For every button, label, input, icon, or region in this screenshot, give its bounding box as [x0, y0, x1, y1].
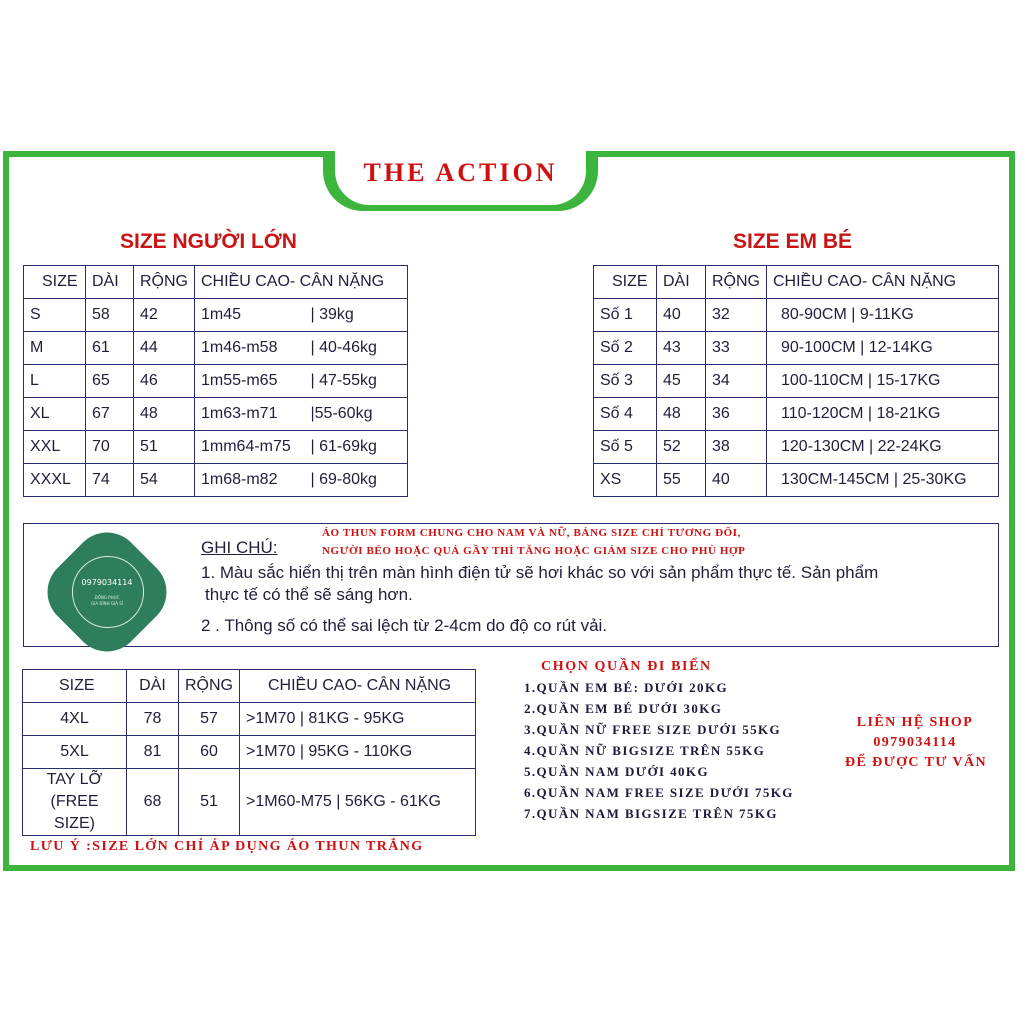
contact-line-1: LIÊN HỆ SHOP — [856, 715, 974, 730]
cell-size: L — [24, 365, 86, 398]
header-height-weight: CHIỀU CAO- CÂN NẶNG — [767, 266, 999, 299]
header-width: RỘNG — [179, 670, 240, 703]
notes-warning-1: ÁO THUN FORM CHUNG CHO NAM VÀ NỮ, BẢNG SIZE CHỈ TƯƠNG ĐỐI, — [322, 527, 742, 539]
adult-heading: SIZE NGƯỜI LỚN — [120, 230, 297, 253]
cell-height-weight: >1M70 | 95KG - 110KG — [240, 736, 476, 769]
header-length: DÀI — [127, 670, 179, 703]
cell-width: 42 — [134, 299, 195, 332]
adult-size-table — [23, 265, 408, 497]
cell-size: S — [24, 299, 86, 332]
notes-line-2: 2 . Thông số có thể sai lệch từ 2-4cm do độ co rút vải. — [201, 616, 608, 635]
cell-size: 4XL — [23, 703, 127, 736]
cell-height-weight: 80-90CM | 9-11KG — [767, 299, 999, 332]
notes-line-1b: thực tế có thể sẽ sáng hơn. — [205, 585, 413, 604]
cell-size: Số 1 — [594, 299, 657, 332]
header-size: SIZE — [23, 670, 127, 703]
cell-height-weight: >1M70 | 81KG - 95KG — [240, 703, 476, 736]
table-row — [594, 365, 999, 398]
cell-height-weight: >1M60-M75 | 56KG - 61KG — [240, 769, 476, 836]
cell-size: TAY LỠ (FREE SIZE) — [23, 769, 127, 836]
cell-width: 51 — [134, 431, 195, 464]
header-length: DÀI — [657, 266, 706, 299]
table-row — [24, 464, 408, 497]
table-row — [23, 736, 476, 769]
cell-width: 44 — [134, 332, 195, 365]
list-item: 6.QUẦN NAM FREE SIZE DƯỚI 75KG — [524, 785, 794, 800]
cell-length: 48 — [657, 398, 706, 431]
cell-height: 1m46-m58 — [195, 332, 305, 365]
cell-length: 61 — [86, 332, 134, 365]
cell-size: M — [24, 332, 86, 365]
table-row — [594, 299, 999, 332]
cell-weight: | 40-46kg — [305, 332, 408, 365]
large-size-footnote: LƯU Ý :SIZE LỚN CHỈ ÁP DỤNG ÁO THUN TRẮNG — [30, 839, 424, 854]
cell-size: XL — [24, 398, 86, 431]
cell-width: 60 — [179, 736, 240, 769]
contact-line-3: ĐỂ ĐƯỢC TƯ VẤN — [844, 755, 988, 770]
cell-length: 81 — [127, 736, 179, 769]
header-size: SIZE — [24, 266, 86, 299]
cell-size: XS — [594, 464, 657, 497]
stamp-sub-1: ĐỒNG PHỤC — [94, 595, 120, 600]
header-width: RỘNG — [134, 266, 195, 299]
list-item: 3.QUẦN NỮ FREE SIZE DƯỚI 55KG — [524, 722, 782, 737]
cell-height: 1m45 — [195, 299, 305, 332]
table-row — [594, 464, 999, 497]
large-size-table — [22, 669, 476, 836]
cell-size: XXL — [24, 431, 86, 464]
contact-phone: 0979034114 — [873, 735, 957, 750]
cell-weight: | 47-55kg — [305, 365, 408, 398]
pants-title: CHỌN QUẦN ĐI BIỂN — [541, 659, 712, 674]
cell-length: 45 — [657, 365, 706, 398]
list-item: 5.QUẦN NAM DƯỚI 40KG — [524, 764, 709, 779]
cell-weight: | 69-80kg — [305, 464, 408, 497]
cell-length: 78 — [127, 703, 179, 736]
brand-title: THE ACTION — [363, 158, 558, 187]
cell-width: 34 — [706, 365, 767, 398]
kids-heading: SIZE EM BÉ — [733, 230, 853, 253]
table-row — [594, 398, 999, 431]
cell-length: 43 — [657, 332, 706, 365]
cell-length: 68 — [127, 769, 179, 836]
notes-title: GHI CHÚ: — [201, 538, 278, 557]
list-item: 7.QUẦN NAM BIGSIZE TRÊN 75KG — [524, 806, 778, 821]
cell-length: 74 — [86, 464, 134, 497]
cell-height: 1m63-m71 — [195, 398, 305, 431]
cell-length: 67 — [86, 398, 134, 431]
cell-width: 57 — [179, 703, 240, 736]
list-item: 4.QUẦN NỮ BIGSIZE TRÊN 55KG — [524, 743, 766, 758]
cell-width: 33 — [706, 332, 767, 365]
table-row — [24, 398, 408, 431]
stamp-phone: 0979034114 — [81, 578, 133, 587]
cell-size: XXXL — [24, 464, 86, 497]
cell-width: 51 — [179, 769, 240, 836]
table-row — [24, 332, 408, 365]
table-row — [594, 332, 999, 365]
cell-width: 48 — [134, 398, 195, 431]
cell-size: Số 4 — [594, 398, 657, 431]
table-header-row — [23, 670, 476, 703]
table-row — [24, 299, 408, 332]
cell-height-weight: 120-130CM | 22-24KG — [767, 431, 999, 464]
table-row — [23, 769, 476, 836]
header-length: DÀI — [86, 266, 134, 299]
list-item: 1.QUẦN EM BÉ: DƯỚI 20KG — [524, 680, 728, 695]
header-size: SIZE — [594, 266, 657, 299]
stamp-ring — [72, 556, 144, 628]
cell-weight: | 39kg — [305, 299, 408, 332]
notes-line-1: 1. Màu sắc hiển thị trên màn hình điện tử sẽ hơi khác so với sản phẩm thực tế. Sản phẩm — [201, 563, 879, 582]
cell-length: 55 — [657, 464, 706, 497]
table-row — [23, 703, 476, 736]
header-height-weight: CHIỀU CAO- CÂN NẶNG — [240, 670, 476, 703]
cell-size: Số 3 — [594, 365, 657, 398]
cell-height-weight: 130CM-145CM | 25-30KG — [767, 464, 999, 497]
table-row — [24, 365, 408, 398]
header-height-weight: CHIỀU CAO- CÂN NẶNG — [195, 266, 408, 299]
notes-warning-2: NGƯỜI BÉO HOẶC QUÁ GẦY THÌ TĂNG HOẶC GIẢM SIZE CHO PHÙ HỢP — [322, 545, 746, 557]
list-item: 2.QUẦN EM BÉ DƯỚI 30KG — [524, 701, 723, 716]
cell-length: 65 — [86, 365, 134, 398]
cell-length: 40 — [657, 299, 706, 332]
cell-size: Số 5 — [594, 431, 657, 464]
cell-height: 1m68-m82 — [195, 464, 305, 497]
cell-length: 70 — [86, 431, 134, 464]
cell-width: 38 — [706, 431, 767, 464]
stamp-sub-2: GIA ĐÌNH GIÁ SỈ — [91, 601, 123, 606]
table-header-row — [24, 266, 408, 299]
cell-length: 58 — [86, 299, 134, 332]
stamp-subtext — [60, 595, 154, 607]
cell-height: 1m55-m65 — [195, 365, 305, 398]
kids-size-table — [593, 265, 999, 497]
header-width: RỘNG — [706, 266, 767, 299]
cell-width: 32 — [706, 299, 767, 332]
table-header-row — [594, 266, 999, 299]
cell-width: 46 — [134, 365, 195, 398]
table-row — [594, 431, 999, 464]
cell-weight: |55-60kg — [305, 398, 408, 431]
cell-weight: | 61-69kg — [305, 431, 408, 464]
cell-height-weight: 110-120CM | 18-21KG — [767, 398, 999, 431]
cell-length: 52 — [657, 431, 706, 464]
cell-height-weight: 100-110CM | 15-17KG — [767, 365, 999, 398]
cell-width: 40 — [706, 464, 767, 497]
cell-height: 1mm64-m75 — [195, 431, 305, 464]
table-row — [24, 431, 408, 464]
cell-size: Số 2 — [594, 332, 657, 365]
cell-height-weight: 90-100CM | 12-14KG — [767, 332, 999, 365]
cell-width: 36 — [706, 398, 767, 431]
cell-size: 5XL — [23, 736, 127, 769]
cell-width: 54 — [134, 464, 195, 497]
